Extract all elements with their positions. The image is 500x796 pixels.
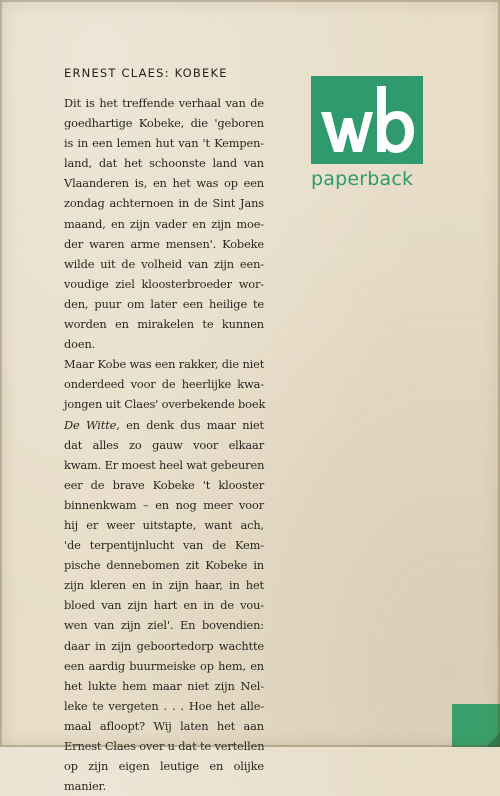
blurb-line: 'de terpentijnlucht van de Kem- (64, 538, 264, 553)
blurb-line: pische dennebomen zit Kobeke in (64, 558, 264, 573)
blurb-paragraph-1 (64, 93, 264, 354)
blurb-line: kwam. Er moest heel wat gebeuren (64, 457, 265, 472)
blurb-line: bloed van zijn hart en in de vou- (64, 598, 264, 613)
blurb-line: wilde uit de volheid van zijn een- (64, 256, 264, 271)
book-title: ERNEST CLAES: KOBEKE (64, 66, 228, 80)
blurb-line: den, puur om later een heilige te (64, 296, 264, 311)
blurb-line: maand, en zijn vader en zijn moe- (64, 216, 264, 231)
blurb-line: het lukte hem maar niet zijn Nel- (64, 678, 264, 693)
wb-logo-mark-icon (311, 76, 423, 164)
blurb-line: op zijn eigen leutige en olijke (64, 759, 264, 774)
logo-label: paperback (311, 168, 414, 190)
blurb-line: hij er weer uitstapte, want ach, (64, 517, 264, 532)
blurb-line: een aardig buurmeiske op hem, en (64, 658, 264, 673)
sticker-curl (486, 733, 500, 747)
blurb-line: zijn kleren en in zijn haar, in het (64, 578, 264, 593)
blurb-line: daar in zijn geboortedorp wachtte (64, 638, 264, 653)
blurb-line: worden en mirakelen te kunnen (64, 317, 264, 332)
blurb-line: is in een lemen hut van 't Kempen- (64, 136, 264, 151)
blurb-line: Dit is het treffende verhaal van de (64, 96, 264, 110)
blurb-line: wen van zijn ziel'. En bovendien: (64, 618, 264, 633)
wb-logo (311, 76, 423, 164)
blurb-line: voudige ziel kloosterbroeder wor- (64, 276, 264, 291)
blurb-line: De Witte, en denk dus maar niet (64, 417, 264, 432)
blurb-line: Maar Kobe was een rakker, die niet (64, 357, 265, 372)
blurb-line: manier. (64, 779, 107, 794)
blurb-line: jongen uit Claes' overbekende boek (64, 397, 266, 412)
lastdodo-sticker-icon (452, 704, 500, 747)
blurb-line: binnenkwam – en nog meer voor (64, 497, 264, 512)
blurb-line: maal afloopt? Wij laten het aan (64, 718, 264, 733)
blurb-line: der waren arme mensen'. Kobeke (64, 236, 264, 251)
blurb-line: eer de brave Kobeke 't klooster (64, 477, 264, 492)
blurb-line: leke te vergeten . . . Hoe het alle- (64, 698, 264, 713)
blurb-line: zondag achternoen in de Sint Jans (64, 196, 264, 211)
blurb-line: doen. (64, 337, 96, 352)
blurb-paragraph-2 (64, 354, 264, 796)
blurb-line: Vlaanderen is, en het was op een (64, 176, 264, 191)
blurb-text (64, 93, 264, 796)
blurb-line: Ernest Claes over u dat te vertellen (64, 739, 265, 753)
blurb-line: dat alles zo gauw voor elkaar (64, 437, 264, 452)
blurb-line: goedhartige Kobeke, die 'geboren (64, 116, 264, 131)
blurb-line: land, dat het schoonste land van (64, 156, 264, 171)
blurb-line: onderdeed voor de heerlijke kwa- (64, 377, 264, 392)
